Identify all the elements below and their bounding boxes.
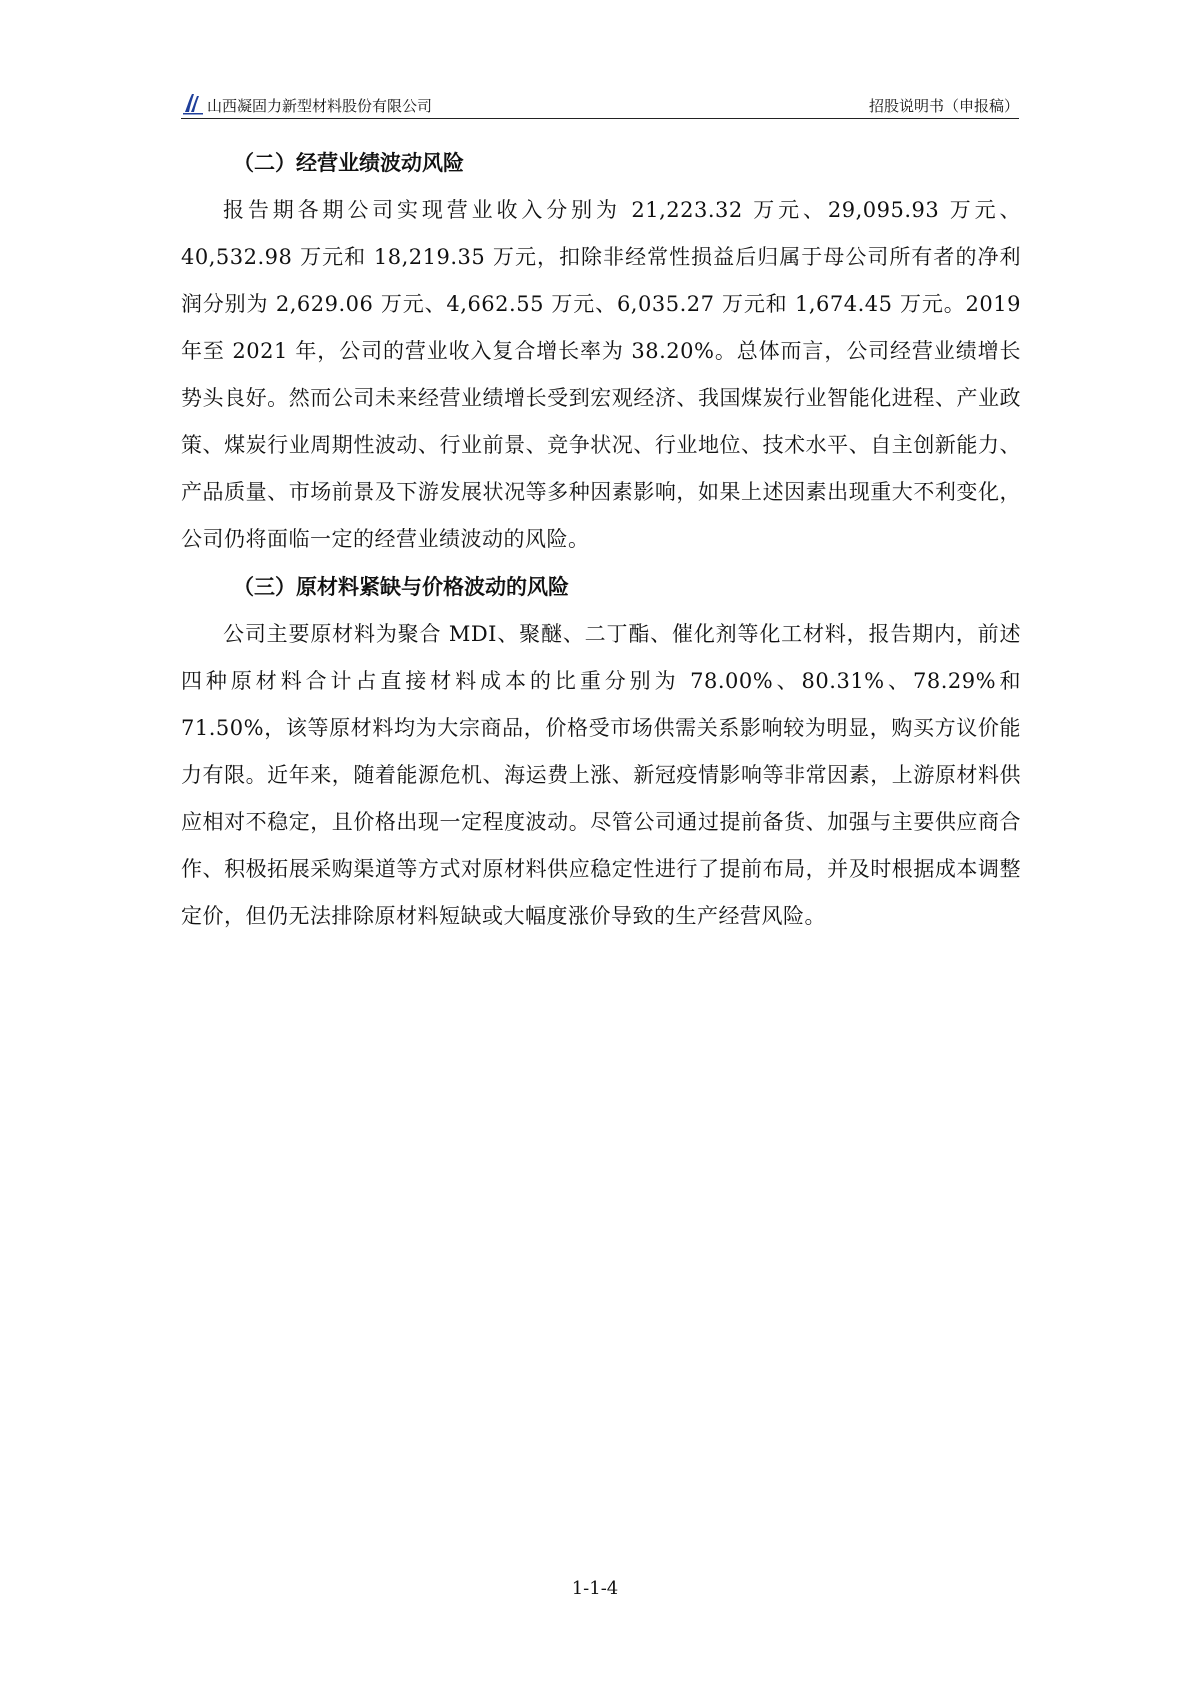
section-paragraph-raw-material-risk: 公司主要原材料为聚合 MDI、聚醚、二丁酯、催化剂等化工材料，报告期内，前述四种原材料合计占直接材料成本的比重分别为 78.00%、80.31%、78.29%和 71.50%，该等原材料均为大宗商品，价格受市场供需关系影响较为明显，购买方议价能力有限。近年来，随着能源危机、海运费上涨、新冠疫情影响等非常因素，上游原材料供应相对不稳定，且价格出现一定程度波动。尽管公司通过提前备货、加强与主要供应商合作、积极拓展采购渠道等方式对原材料供应稳定性进行了提前布局，并及时根据成本调整定价，但仍无法排除原材料短缺或大幅度涨价导致的生产经营风险。 xyxy=(181,622,1021,928)
document-title: 招股说明书（申报稿） xyxy=(868,97,1019,115)
section-heading-raw-material-risk: （三）原材料紧缺与价格波动的风险 xyxy=(233,575,569,599)
company-name: 山西凝固力新型材料股份有限公司 xyxy=(207,97,433,115)
main-content xyxy=(181,140,1021,940)
section-heading-performance-risk: （二）经营业绩波动风险 xyxy=(233,151,464,175)
company-logo-icon xyxy=(181,91,205,115)
page-header xyxy=(181,88,1019,119)
section-paragraph-performance-risk: 报告期各期公司实现营业收入分别为 21,223.32 万元、29,095.93 万元、40,532.98 万元和 18,219.35 万元，扣除非经常性损益后归属于母公司所有者的净利润分别为 2,629.06 万元、4,662.55 万元、6,035.27 万元和 1,674.45 万元。2019 年至 2021 年，公司的营业收入复合增长率为 38.20%。总体而言，公司经营业绩增长势头良好。然而公司未来经营业绩增长受到宏观经济、我国煤炭行业智能化进程、产业政策、煤炭行业周期性波动、行业前景、竞争状况、行业地位、技术水平、自主创新能力、产品质量、市场前景及下游发展状况等多种因素影响，如果上述因素出现重大不利变化，公司仍将面临一定的经营业绩波动的风险。 xyxy=(181,198,1021,551)
header-company xyxy=(181,91,432,118)
page-number: 1-1-4 xyxy=(571,1578,619,1599)
